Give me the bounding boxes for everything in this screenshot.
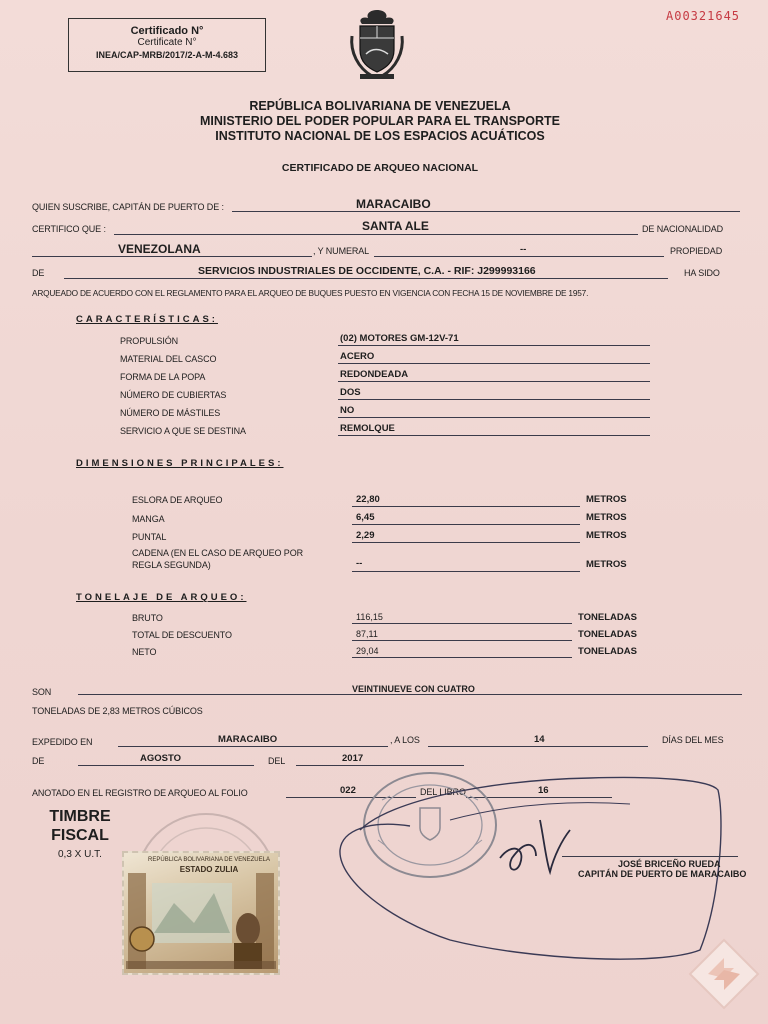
fiscal-stamp xyxy=(122,851,280,975)
header-republic: REPÚBLICA BOLIVARIANA DE VENEZUELA xyxy=(249,99,511,113)
caract-label: FORMA DE LA POPA xyxy=(120,372,206,382)
expedido-mes: AGOSTO xyxy=(140,753,181,764)
caract-value: NO xyxy=(340,405,355,416)
document-title: CERTIFICADO DE ARQUEO NACIONAL xyxy=(281,162,479,174)
certifico-label: CERTIFICO QUE : xyxy=(32,224,106,234)
cert-box-line1: Certificado N° xyxy=(130,25,204,37)
nacionalidad-line xyxy=(32,256,312,257)
coat-of-arms-icon xyxy=(348,6,406,82)
dim-label: CADENA (EN EL CASO DE ARQUEO POR xyxy=(132,548,304,558)
de-label: DE xyxy=(32,268,45,278)
watermark-logo-icon xyxy=(688,938,760,1010)
timbre-value: 0,3 X U.T. xyxy=(58,849,102,860)
header-ministry: MINISTERIO DEL PODER POPULAR PARA EL TRANSPORTE xyxy=(200,114,560,128)
registro-label: ANOTADO EN EL REGISTRO DE ARQUEO AL FOLIO xyxy=(32,788,248,798)
signer-title: CAPITÁN DE PUERTO DE MARACAIBO xyxy=(578,869,747,879)
header-institute: INSTITUTO NACIONAL DE LOS ESPACIOS ACUÁTICOS xyxy=(215,129,545,143)
certificate-number-box xyxy=(68,18,266,72)
ton-unit: TONELADAS xyxy=(578,629,637,640)
numeral-value: -- xyxy=(520,244,527,255)
ton-line xyxy=(352,657,572,658)
son-value: VEINTINUEVE CON CUATRO xyxy=(352,684,475,694)
tonelaje-heading: TONELAJE DE ARQUEO: xyxy=(76,592,247,603)
dim-label: MANGA xyxy=(132,514,165,524)
propietario-value: SERVICIOS INDUSTRIALES DE OCCIDENTE, C.A. - RIF: J299993166 xyxy=(198,265,536,277)
nacionalidad-value: VENEZOLANA xyxy=(118,242,201,256)
caract-value: REMOLQUE xyxy=(340,423,395,434)
signature-line xyxy=(562,856,738,857)
dim-unit: METROS xyxy=(586,530,627,541)
caract-line xyxy=(338,417,650,418)
ton-line xyxy=(352,640,572,641)
propietario-line xyxy=(64,278,668,279)
caract-label: NÚMERO DE MÁSTILES xyxy=(120,408,221,418)
buque-line xyxy=(114,234,638,235)
ton-unit: TONELADAS xyxy=(578,612,637,623)
timbre-line2: FISCAL xyxy=(51,827,109,844)
expedido-anio: 2017 xyxy=(342,753,364,764)
caract-value: (02) MOTORES GM-12V-71 xyxy=(340,333,459,344)
dim-value: 6,45 xyxy=(356,512,375,523)
timbre-fiscal-title xyxy=(40,807,120,845)
ton-label: TOTAL DE DESCUENTO xyxy=(132,630,232,640)
caract-value: REDONDEADA xyxy=(340,369,409,380)
caract-value: ACERO xyxy=(340,351,375,362)
caract-line xyxy=(338,435,650,436)
dimensiones-heading: DIMENSIONES PRINCIPALES: xyxy=(76,458,284,469)
libro-label: DEL LIBRO xyxy=(420,787,466,797)
caract-label: PROPULSIÓN xyxy=(120,336,179,346)
dim-line xyxy=(352,542,580,543)
cert-box-line2: Certificate N° xyxy=(137,37,197,48)
ton-label: BRUTO xyxy=(132,613,163,623)
nacionalidad-label: DE NACIONALIDAD xyxy=(642,224,724,234)
del-label: DEL xyxy=(268,756,286,766)
mes-line xyxy=(78,765,254,766)
ton-value: 29,04 xyxy=(356,646,379,656)
dim-unit: METROS xyxy=(586,512,627,523)
ha-sido-label: HA SIDO xyxy=(684,268,720,278)
stamp-illustration-icon xyxy=(124,853,278,973)
dim-line xyxy=(352,506,580,507)
caract-value: DOS xyxy=(340,387,361,398)
de-mes-label: DE xyxy=(32,756,45,766)
ton-unit: TONELADAS xyxy=(578,646,637,657)
expedido-label: EXPEDIDO EN xyxy=(32,737,93,747)
dias-del-mes-label: DÍAS DEL MES xyxy=(662,735,724,745)
dim-line xyxy=(352,524,580,525)
ton-line xyxy=(352,623,572,624)
dim-line xyxy=(352,571,580,572)
puerto-line xyxy=(232,211,740,212)
puerto-value: MARACAIBO xyxy=(356,197,431,211)
stamp-line1: REPÚBLICA BOLIVARIANA DE VENEZUELA xyxy=(148,857,270,863)
dim-unit: METROS xyxy=(586,559,627,570)
dim-label-cont: REGLA SEGUNDA) xyxy=(132,560,211,570)
caracteristicas-heading: CARACTERÍSTICAS: xyxy=(76,314,218,325)
dim-label: PUNTAL xyxy=(132,532,167,542)
stamp-line2: ESTADO ZULIA xyxy=(179,865,239,874)
ton-label: NETO xyxy=(132,647,157,657)
caract-line xyxy=(338,381,650,382)
propiedad-label: PROPIEDAD xyxy=(670,246,723,256)
timbre-line1: TIMBRE xyxy=(49,808,111,825)
dim-value: -- xyxy=(356,558,363,569)
caract-line xyxy=(338,345,650,346)
serial-number: A00321645 xyxy=(666,9,741,23)
cert-box-line3: INEA/CAP-MRB/2017/2-A-M-4.683 xyxy=(95,50,239,60)
toneladas-text: TONELADAS DE 2,83 METROS CÚBICOS xyxy=(32,706,203,716)
son-line xyxy=(78,694,742,695)
expedido-dia: 14 xyxy=(534,734,545,745)
registro-folio: 022 xyxy=(340,785,356,796)
dim-value: 22,80 xyxy=(356,494,380,505)
dia-line xyxy=(428,746,648,747)
caract-line xyxy=(338,363,650,364)
expedido-lugar: MARACAIBO xyxy=(218,734,278,745)
registro-libro: 16 xyxy=(538,785,549,796)
expedido-line xyxy=(118,746,388,747)
son-label: SON xyxy=(32,687,52,697)
dim-unit: METROS xyxy=(586,494,627,505)
signer-name: JOSÉ BRICEÑO RUEDA xyxy=(618,859,721,869)
caract-label: SERVICIO A QUE SE DESTINA xyxy=(120,426,246,436)
caract-label: NÚMERO DE CUBIERTAS xyxy=(120,390,227,400)
buque-value: SANTA ALE xyxy=(362,219,429,233)
ton-value: 116,15 xyxy=(356,612,383,622)
dim-value: 2,29 xyxy=(356,530,375,541)
numeral-line xyxy=(374,256,664,257)
ton-value: 87,11 xyxy=(356,629,378,639)
arqueado-text: ARQUEADO DE ACUERDO CON EL REGLAMENTO PARA EL ARQUEO DE BUQUES PUESTO EN VIGENCIA CON FECHA 15 DE NOVIEMBRE DE 1957. xyxy=(32,288,589,298)
caract-label: MATERIAL DEL CASCO xyxy=(120,354,217,364)
numeral-label: , Y NUMERAL xyxy=(313,246,370,256)
dim-label: ESLORA DE ARQUEO xyxy=(132,495,223,505)
a-los-label: , A LOS xyxy=(390,735,420,745)
quien-suscribe-label: QUIEN SUSCRIBE, CAPITÁN DE PUERTO DE : xyxy=(32,202,224,212)
caract-line xyxy=(338,399,650,400)
